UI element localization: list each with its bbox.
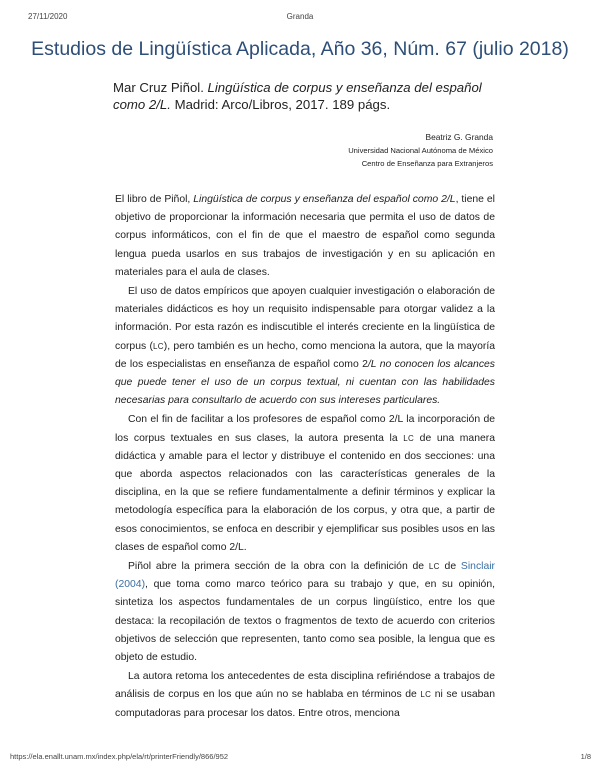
- citation-publisher: Madrid: Arco/Libros, 2017. 189 págs.: [174, 97, 391, 112]
- lc-abbreviation: LC: [152, 341, 164, 351]
- reviewer-center: Centro de Enseñanza para Extranjeros: [361, 159, 493, 168]
- page-number: 1/8: [580, 752, 591, 761]
- reviewer-name: Beatriz G. Granda: [425, 132, 493, 142]
- lc-abbreviation: LC: [403, 433, 415, 443]
- print-date: 27/11/2020: [28, 12, 68, 21]
- book-title-inline: Lingüística de corpus y enseñanza del español como 2/L: [193, 194, 456, 205]
- paragraph-4: Piñol abre la primera sección de la obra con la definición de LC de Sinclair (2004), que toma como marco teórico para su trabajo y que, en su opinión, sintetiza los aspectos fundamentales de un corpus lingüístico, entre los que destaca: la recopilación de textos o fragmentos de texto de acuerdo con criterios objetivos de selección que representen, tanto como sea posible, la lengua que es objeto de estudio.: [115, 561, 495, 664]
- citation-author: Mar Cruz Piñol.: [113, 80, 204, 95]
- reviewer-institution: Universidad Nacional Autónoma de México: [348, 146, 493, 155]
- page-url: https://ela.enallt.unam.mx/index.php/ela/rt/printerFriendly/866/952: [10, 752, 229, 761]
- review-body: [115, 191, 495, 723]
- print-site-title: Granda: [286, 12, 314, 21]
- paragraph-3: Con el fin de facilitar a los profesores de español como 2/L la incorporación de los corpus textuales en sus clases, la autora presenta la LC de una manera didáctica y amable para el lector y distribuye el contenido en dos secciones: una que aborda aspectos relacionados con las características generales de la disciplina, en la que se refiere fundamentalmente a definir términos y explicar la metodología específica para la elaboración de los corpus, y otra que, a partir de esos conocimientos, se enfoca en describir y ejemplificar sus posibles usos en las clases de español como 2/L.: [115, 414, 496, 553]
- paragraph-1: El libro de Piñol, Lingüística de corpus y enseñanza del español como 2/L, tiene el objetivo de proporcionar la información necesaria que permita el uso de datos de corpus informáticos, con el fin de que el maestro de español como segunda lengua pueda usarlos en sus trabajos de investigación y en su aplicación en materiales para el aula de clases.: [115, 194, 495, 278]
- lc-abbreviation: LC: [420, 690, 432, 700]
- reviewer-block: [348, 131, 493, 170]
- book-citation: [113, 79, 498, 113]
- paragraph-2: El uso de datos empíricos que apoyen cualquier investigación o elaboración de materiales didácticos es hoy un requisito indispensable para otorgar validez a la información. Por esta razón es indiscutible el interés creciente en la lingüística de corpus (LC), pero también es un hecho, como menciona la autora, que la mayoría de los especialistas en enseñanza de español como 2/L no conocen los alcances que puede tener el uso de un corpus textual, ni cuentan con las habilidades necesarias para consultarlo de acuerdo con sus intereses particulares.: [115, 286, 495, 407]
- lc-abbreviation: LC: [428, 562, 440, 572]
- journal-title: Estudios de Lingüística Aplicada, Año 36, Núm. 67 (julio 2018): [31, 38, 569, 60]
- citation-title: Lingüística de corpus y enseñanza del español como 2/L.: [113, 80, 482, 112]
- paragraph-5: La autora retoma los antecedentes de esta disciplina refiriéndose a trabajos de análisis de corpus en los que aún no se hablaba en términos de LC ni se usaban computadoras para procesar los datos. Entre otros, menciona: [115, 671, 495, 719]
- citation-link-sinclair[interactable]: Sinclair (2004): [115, 561, 495, 591]
